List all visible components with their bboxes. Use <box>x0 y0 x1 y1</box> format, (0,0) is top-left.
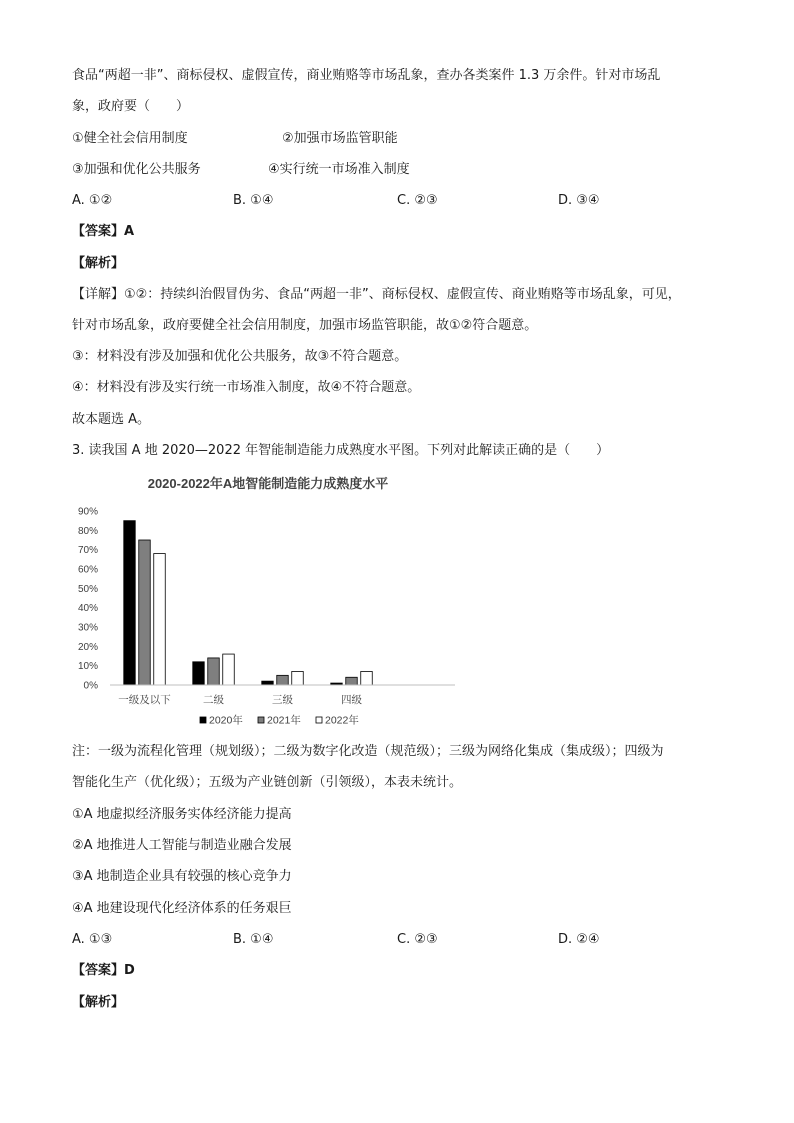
x-axis-labels <box>118 694 362 706</box>
q2-option-d: D. ③④ <box>558 193 600 208</box>
chart-title: 2020-2022年A地智能制造能力成熟度水平 <box>147 476 389 491</box>
y-tick-label: 10% <box>77 661 98 673</box>
legend-label: 2021年 <box>267 714 301 727</box>
q3-note-line2: 智能化生产（优化级）；五级为产业链创新（引领级），本表未统计。 <box>72 775 463 790</box>
q2-answer: 【答案】A <box>72 224 135 239</box>
q3-note-line1: 注：一级为流程化管理（规划级）；二级为数字化改造（规范级）；三级为网络化集成（集成级）；四级为 <box>72 744 664 759</box>
legend-swatch <box>258 717 264 723</box>
legend-swatch <box>316 717 322 723</box>
bar-2-4 <box>346 677 358 685</box>
legend-swatch <box>200 717 206 723</box>
q3-item-3: ③A 地制造企业具有较强的核心竞争力 <box>72 869 292 884</box>
y-tick-label: 50% <box>77 583 98 595</box>
q2-item-2: ②加强市场监管职能 <box>282 131 398 146</box>
q2-detail-line1: 【详解】①②：持续纠治假冒伪劣、食品“两超一非”、商标侵权、虚假宣传、商业贿赂等市场乱象，可见， <box>72 287 681 302</box>
bar-2-1 <box>139 540 151 685</box>
y-axis-ticks <box>78 507 98 692</box>
y-tick-label: 80% <box>77 525 98 537</box>
y-tick-label: 70% <box>77 545 98 557</box>
bar-3-3 <box>292 671 304 685</box>
q2-conclusion: 故本题选 A。 <box>72 412 151 427</box>
q3-stem: 3. 读我国 A 地 2020—2022 年智能制造能力成熟度水平图。下列对此解读正确的是（ ） <box>72 443 610 458</box>
q3-option-c: C. ②③ <box>397 932 438 947</box>
q2-stem-line1: 食品“两超一非”、商标侵权、虚假宣传，商业贿赂等市场乱象，查办各类案件 1.3 万余件。针对市场乱 <box>72 68 661 83</box>
q2-option-b: B. ①④ <box>233 193 274 208</box>
x-tick-label: 三级 <box>272 694 293 706</box>
q3-option-b: B. ①④ <box>233 932 274 947</box>
bar-1-3 <box>262 681 274 685</box>
q3-option-d: D. ②④ <box>558 932 600 947</box>
y-tick-label: 30% <box>77 622 98 634</box>
bar-1-2 <box>193 662 205 685</box>
q2-item-4: ④实行统一市场准入制度 <box>268 162 410 177</box>
bar-2-3 <box>277 675 289 685</box>
x-tick-label: 四级 <box>341 694 362 706</box>
maturity-bar-chart <box>72 470 472 732</box>
q3-analysis-label: 【解析】 <box>72 995 125 1010</box>
bar-3-1 <box>154 554 166 685</box>
q3-answer: 【答案】D <box>72 963 135 978</box>
bar-3-2 <box>223 654 235 685</box>
chart-legend <box>200 714 359 727</box>
q3-option-a: A. ①③ <box>72 932 113 947</box>
q3-item-1: ①A 地虚拟经济服务实体经济能力提高 <box>72 807 292 822</box>
y-tick-label: 0% <box>83 680 98 692</box>
q2-detail-line4: ④：材料没有涉及实行统一市场准入制度，故④不符合题意。 <box>72 380 421 395</box>
bar-3-4 <box>361 671 373 685</box>
y-tick-label: 90% <box>77 506 98 518</box>
bars <box>124 521 373 685</box>
q2-analysis-label: 【解析】 <box>72 256 125 271</box>
x-tick-label: 一级及以下 <box>118 694 171 706</box>
bar-1-1 <box>124 521 136 685</box>
q3-item-2: ②A 地推进人工智能与制造业融合发展 <box>72 838 292 853</box>
q2-detail-line3: ③：材料没有涉及加强和优化公共服务，故③不符合题意。 <box>72 349 408 364</box>
y-tick-label: 40% <box>77 603 98 615</box>
legend-label: 2022年 <box>325 714 359 727</box>
q2-detail-line2: 针对市场乱象，政府要健全社会信用制度，加强市场监管职能，故①②符合题意。 <box>72 318 538 333</box>
q2-option-c: C. ②③ <box>397 193 438 208</box>
y-tick-label: 60% <box>77 564 98 576</box>
q2-stem-line2: 象，政府要（ ） <box>72 99 190 114</box>
q2-option-a: A. ①② <box>72 193 113 208</box>
y-tick-label: 20% <box>77 641 98 653</box>
q3-item-4: ④A 地建设现代化经济体系的任务艰巨 <box>72 901 292 916</box>
bar-2-2 <box>208 658 220 685</box>
q2-item-3: ③加强和优化公共服务 <box>72 162 201 177</box>
x-tick-label: 二级 <box>203 694 224 706</box>
q2-item-1: ①健全社会信用制度 <box>72 131 188 146</box>
legend-label: 2020年 <box>209 714 243 727</box>
